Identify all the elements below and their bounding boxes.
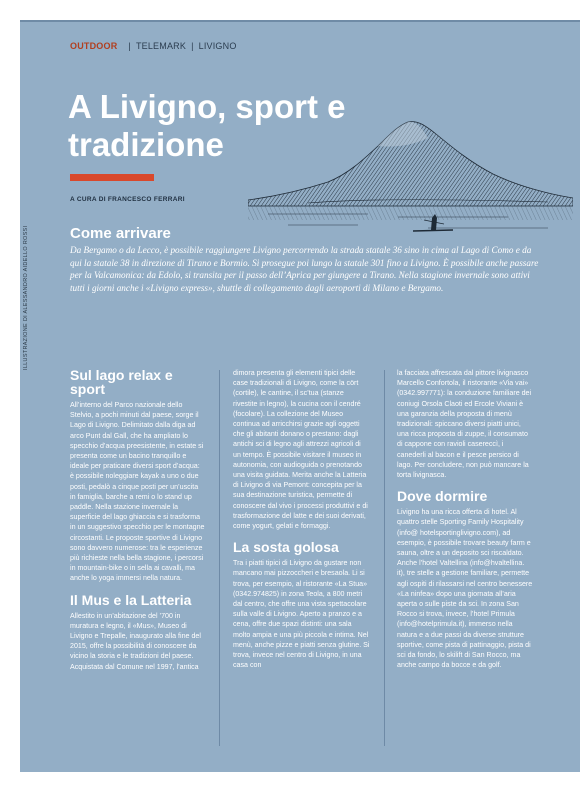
heading-il-mus: Il Mus e la Latteria (70, 591, 192, 608)
text-il-mus: Allestito in un’abitazione del ’700 in muratura e legno, il «Mus», Museo di Livigno e Trepalle, inaugurato alla fine del 2015, offre la possibilità di conoscere da vicino la storia e le tradizioni del paese. Acquistata dal Comune nel 1997, l’antica (70, 611, 201, 671)
heading-dove-dormire: Dove dormire (397, 488, 488, 505)
intro-text: Da Bergamo o da Lecco, è possibile raggiungere Livigno percorrendo la strada statale 36 sino in cima al Lago di Como e da qui la statale 38 in direzione di Tirano e Bormio. Si prosegue poi lungo la statale 301 fino a Livigno. È possibile anche passare per la Valcamonica: da Edolo, si transita per il passo dell’Aprica per giungere a Tirano. Nella stagione invernale sono attivi tutti i giorni anche i «Livigno express», shuttle di collegamento dagli aeroporti di Milano e Bergamo. (70, 245, 539, 293)
byline: A CURA DI FRANCESCO FERRARI (70, 196, 185, 203)
heading-sul-lago: Sul lago relax e sport (70, 367, 173, 397)
heading-sosta-golosa: La sosta golosa (233, 539, 339, 556)
column-3 (397, 368, 533, 670)
intro-heading: Come arrivare (70, 225, 171, 242)
title-accent-bar (70, 174, 154, 181)
text-sosta-golosa: Tra i piatti tipici di Livigno da gustare non mancano mai pizzoccheri e bresaola. Li si trova, per esempio, al ristorante «La Stua» (0342.974825) in zona Teola, a 800 metri dal centro, che offre una vista spettacolare sulla valle di Livigno. Aperto a pranzo e a cena, offre due spazi distinti: una sala molto ampia e una più piccola e intima. Nel menù, anche pizze e piatti senza glutine. Si trova, invece nel centro di Livigno, in una casa con (233, 559, 370, 670)
article-title: A Livigno, sport e tradizione (68, 88, 346, 163)
top-rule (20, 20, 580, 22)
section-label: OUTDOOR (70, 41, 118, 51)
column-1 (70, 368, 205, 672)
text-museo-continued: dimora presenta gli elementi tipici delle case tradizionali di Livigno, come la cört (cortile), le cantine, il sc’tua (stanze rivestite in legno), la cucina con il cendré (focolare). La collezione del Museo continua ad arricchirsi grazie agli oggetti che gli abitanti donano o prestano: dagli antichi sci di legno agli attrezzi agricoli di un tempo. È possibile visitare il museo in autonomia, con audioguida o prenotando una visita guidata. Merita anche la Latteria di Livigno di via Pemont: concepita per la sua destinazione turistica, permette di conoscere dal vivo i processi produttivi e di trasformazione del latte e dei suoi derivati, come yogurt, gelati e formaggi. (233, 369, 368, 531)
magazine-page (20, 20, 580, 772)
column-2 (233, 368, 370, 670)
text-sul-lago: All’interno del Parco nazionale dello Stelvio, a pochi minuti dal paese, sorge il Lago di Livigno. Delimitato dalla diga ad arco Punt dal Gall, che ha ampliato lo specchio d’acqua preesistente, in estate si presenta come un bacino tranquillo e ideale per praticare diversi sport d’acqua: è possibile noleggiare kayak a uno o due posti, pedalò a cinque posti per un’uscita in famiglia, barche a remi o lo stand up paddle. Nella stazione invernale la superficie del lago ghiaccia e si trasforma in un suggestivo specchio per le montagne circostanti. Le proposte sportive di Livigno sono davvero numerose: tra le esperienze più richieste nella bella stagione, i percorsi in mountain-bike o in sella ai cavalli, ma anche lo yoga immersi nella natura. (70, 401, 205, 583)
column-divider-1 (219, 370, 220, 746)
mountain-illustration (248, 104, 573, 239)
illustration-credit: ILLUSTRAZIONE DI ALESSANDRO AIDELLO ROSSI (23, 225, 29, 370)
tag-telemark: TELEMARK (135, 41, 187, 51)
tag-livigno: LIVIGNO (198, 41, 237, 51)
text-dove-dormire: Livigno ha una ricca offerta di hotel. Al quattro stelle Sporting Family Hospitality (info@ hotelsportinglivigno.com), ad esempio, è possibile trovare beauty farm e sauna, oltre a un deposito sci riscaldato. Anche l’hotel Valtellina (info@hvaltellina. it), tre stelle a gestione familiare, permette agli ospiti di rilassarsi nel centro benessere «La ninfea» dopo una giornata all’aria aperta o sulle piste da sci. In zona San Rocco si trova, invece, l’hotel Primula (info@hotelprimula.it), immerso nella natura e a due passi da diverse strutture sportive, come pista di pattinaggio, pista di sci da fondo, lo skilift di San Rocco, ma anche campo da bocce e da golf. (397, 508, 533, 670)
section-header: OUTDOOR | TELEMARK | LIVIGNO (70, 41, 237, 51)
text-ristorante-continued: la facciata affrescata dal pittore livignasco Marcello Confortola, il ristorante «Via vai» (0342.997771): la conduzione familiare dei coniugi Orsola Claoti ed Ercole Viviani è una garanzia della proposta di menù tradizionali: spiccano diversi piatti unici, una ricca proposta di zuppe, il consumato di cappone con ravioli casereccì, i canederli al bacon e il pesce persico di lago. Per concludere, non può mancare la torta livignasca. (397, 369, 532, 480)
column-divider-2 (384, 370, 385, 746)
